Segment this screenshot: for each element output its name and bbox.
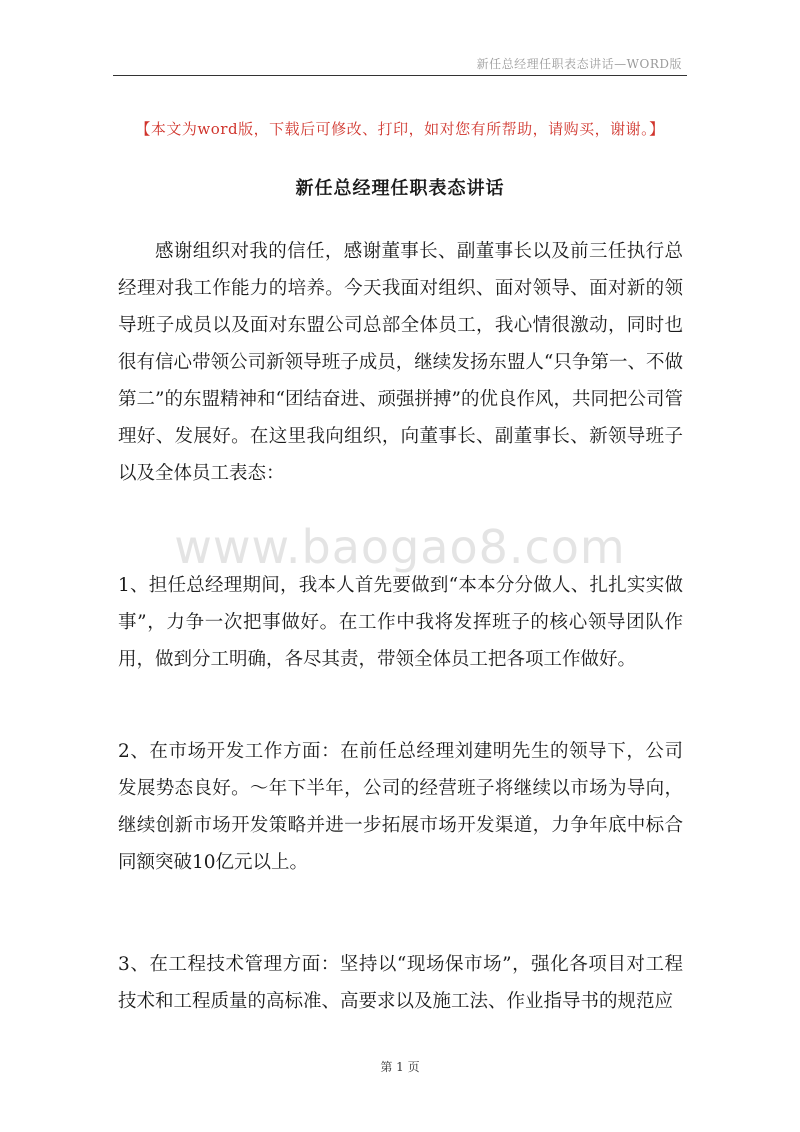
purchase-notice: 【本文为word版，下载后可修改、打印，如对您有所帮助，请购买，谢谢。】 <box>135 120 665 138</box>
item-paragraph-1: 1、担任总经理期间，我本人首先要做到“本本分分做人、扎扎实实做事”，力争一次把事做好。在工作中我将发挥班子的核心领导团队作用，做到分工明确，各尽其责，带领全体员工把各项工作做好。 <box>118 575 683 670</box>
page-header-text: 新任总经理任职表态讲话—WORD版 <box>476 57 682 71</box>
page-number: 第 1 页 <box>380 1060 420 1074</box>
header-divider <box>113 75 687 76</box>
document-title: 新任总经理任职表态讲话 <box>295 178 505 199</box>
item-paragraph-3: 3、在工程技术管理方面：坚持以“现场保市场”，强化各项目对工程技术和工程质量的高标准、高要求以及施工法、作业指导书的规范应 <box>118 954 683 1012</box>
watermark: www.baogao8.com <box>174 520 626 574</box>
item-paragraph-2: 2、在市场开发工作方面：在前任总经理刘建明先生的领导下，公司发展势态良好。～年下半年，公司的经营班子将继续以市场为导向，继续创新市场开发策略并进一步拓展市场开发渠道，力争年底中标合同额突破10亿元以上。 <box>118 741 683 873</box>
intro-paragraph: 感谢组织对我的信任，感谢董事长、副董事长以及前三任执行总经理对我工作能力的培养。今天我面对组织、面对领导、面对新的领导班子成员以及面对东盟公司总部全体员工，我心情很激动，同时也很有信心带领公司新领导班子成员，继续发扬东盟人“只争第一、不做第二”的东盟精神和“团结奋进、顽强拼搏”的优良作风，共同把公司管理好、发展好。在这里我向组织，向董事长、副董事长、新领导班子以及全体员工表态： <box>118 241 683 484</box>
